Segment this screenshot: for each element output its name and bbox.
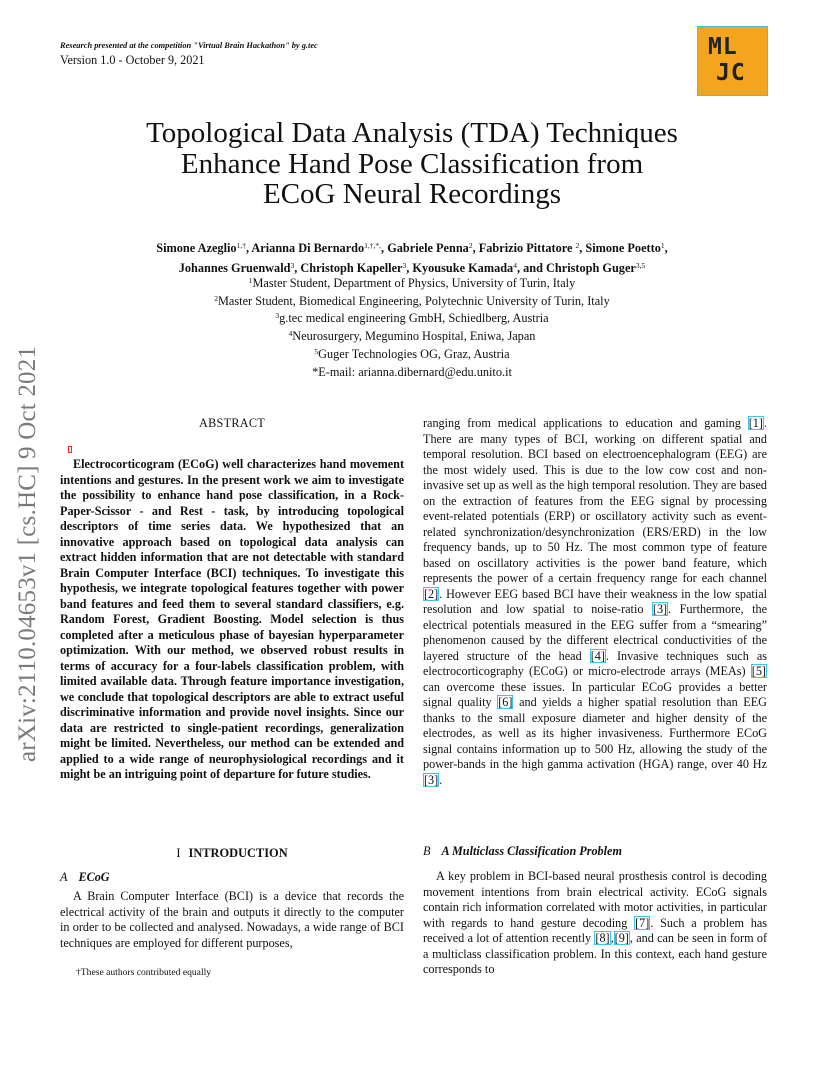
author-line-2: Johannes Gruenwald$^3$, Christoph Kapeller$^3$, Kyousuke Kamada$^4$, and Christoph Guger$^{3,5}$ [178,261,646,275]
author-sup: 1,† [236,241,246,250]
author-sup: 4 [513,261,517,270]
affiliation-item [60,328,764,346]
arxiv-stamp: arXiv:2110.04653v1 [cs.HC] 9 Oct 2021 [14,345,41,762]
citation-link[interactable]: [5] [751,664,766,678]
title-line-2: Enhance Hand Pose Classification from [180,147,644,180]
author-sup: 3,5 [635,261,646,270]
subsection-letter: A [60,870,68,884]
text-run: . However EEG based BCI have their weakness in the low spatial resolution and low spatial to noise-ratio [423,586,767,616]
introduction-heading [60,846,404,861]
citation-link[interactable]: [8] [595,931,610,945]
logo-text-bottom: JC [716,60,746,86]
citation-link[interactable]: [9] [614,931,629,945]
email-line: *E-mail: arianna.dibernard@edu.unito.it [312,364,512,379]
affiliation-text: Master Student, Biomedical Engineering, Polytechnic University of Turin, Italy [218,293,610,308]
subsection-b-heading [423,844,622,859]
abstract-text: Electrocorticogram (ECoG) well characterizes hand movement intentions and gestures. In the present work we aim to investigate the possibility to enhance hand pose classification, in a Rock-Paper-Scissor - and Rest - task, by introducing topological descriptors of time series data. We hypothesized that an innovative approach based on topological data analysis can extract hidden information that are not detectable with standard Brain Computer Interface (BCI) techniques. To investigate this hypothesis, we integrate topological features together with power band features and feed them to several standard classifiers, e.g. Random Forest, Gradient Boosting. Model selection is thus completed after a meticulous phase of bayesian hyperparameter optimization. With our method, we observed robust results in terms of accuracy for a four-labels classification problem, with limited available data. Through feature importance investigation, we conclude that topological descriptors are able to extract useful discriminative information and provide novel insights. Since our data are restricted to single-patient recordings, generalization might be limited. Nevertheless, our method can be extended and applied to a wide range of neurophysiological recordings and it might be an intriguing point of departure for future studies. [60,457,404,781]
affiliation-sup: 2 [214,293,218,303]
author-name: Christoph Guger [546,261,636,275]
text-run: . Such a problem has received a lot of attention recently [423,915,767,945]
affiliation-text: Guger Technologies OG, Graz, Austria [318,346,510,361]
author-list [60,238,764,278]
author-name: Johannes Gruenwald [178,261,291,275]
affiliation-text: g.tec medical engineering GmbH, Schiedlberg, Austria [279,311,549,326]
affiliation-sup: 4 [288,329,293,339]
competition-note: Research presented at the competition "Virtual Brain Hackathon" by g.tec [60,41,318,50]
affiliation-item [60,346,764,364]
author-name: Simone Poetto [585,241,661,255]
affiliation-item [60,310,764,328]
author-name: Christoph Kapeller [300,261,403,275]
citation-link[interactable]: [7] [635,915,650,930]
author-name: Simone Azeglio [156,241,237,255]
paper-title [60,118,764,210]
affiliation-text: Master Student, Department of Physics, University of Turin, Italy [252,276,576,290]
affiliation-list [60,275,764,381]
author-sup: 2 [468,241,473,250]
author-sup: 3 [290,261,295,270]
right-column-paragraph-2 [423,869,767,978]
author-sup: 2 [575,241,580,250]
subsection-title: ECoG [78,870,110,884]
citation-link[interactable]: [3] [424,772,439,787]
text-run: ranging from medical applications to education and gaming [423,416,748,430]
footnote: †These authors contributed equally [76,967,212,978]
citation-link[interactable]: [1] [748,416,763,430]
citation-link[interactable]: [4] [590,648,605,663]
author-name: Gabriele Penna [387,241,469,255]
text-run: , [610,931,614,945]
subsection-title: A Multiclass Classification Problem [441,844,622,858]
section-title: INTRODUCTION [188,846,288,860]
citation-link[interactable]: [6] [498,695,513,709]
text-run: , and can be seen in form of a multiclass classification problem. In this context, each hand gesture corresponds to [423,931,767,976]
subsection-letter: B [423,844,431,858]
affiliation-item [60,293,764,311]
text-run: . Furthermore, the electrical potentials measured in the EEG suffer from a “smearing” phenomenon caused by the different electrical conductivities of the layered structure of the head [423,602,767,663]
logo-text-top: ML [708,34,738,60]
affiliation-sup: 3 [275,311,280,321]
affiliation-text: Neurosurgery, Megumino Hospital, Eniwa, Japan [292,329,536,344]
author-line-1: Simone Azeglio$^{1,\dagger}$, Arianna Di Bernardo$^{1,\dagger,*,}$, Gabriele Penna$^2$, Fabrizio Pittatore $^2$, Simone Poetto$^1$, [156,241,668,255]
author-name: Fabrizio Pittatore [478,241,576,255]
author-sup: 1 [660,241,665,250]
author-sup: 1,†,*, [364,241,382,250]
text-run: . Invasive techniques such as electrocorticography (ECoG) or micro-electrode arrays (MEAs) [423,648,767,678]
right-column-paragraph-1 [423,416,767,788]
affiliation-sup: 5 [314,346,319,356]
affiliation-sup: 1 [248,276,253,285]
subsection-a-heading [60,870,110,885]
author-sup: 3 [402,261,407,270]
mljc-logo [697,26,768,96]
author-name: Kyousuke Kamada [412,261,514,275]
text-run: can overcome these issues. In particular ECoG provides a better signal quality [423,679,767,709]
title-line-3: ECoG Neural Recordings [263,178,561,210]
section-number: I [176,846,181,860]
affiliation-item [60,275,764,293]
text-run: A key problem in BCI-based neural prosthesis control is decoding movement intentions from brain electrical activity. ECoG signals contain rich information correlated with motor activities, in particular with regards to hand gesture decoding [423,869,767,930]
citation-link[interactable]: [2] [424,586,439,601]
text-run: . There are many types of BCI, working on different spatial and temporal resolution. BCI based on electroencephalogram (EEG) are the most widely used. This is due to the low cow cost and non-invasive set up as well as the high temporal resolution. They are based on the extraction of features from the EEG signal by processing event-related potentials (ERP) or oscillatory activity such as event-related synchronization/desynchronization (ERS/ERD) in the low frequency bands, up to 50 Hz. The most common type of feature based on oscillatory activities is the power band feature, which represents the power of a certain frequency range for each channel [423,416,767,585]
intro-paragraph: A Brain Computer Interface (BCI) is a device that records the electrical activity of the brain and outputs it directly to the computer in order to be collected and analysed. Nowadays, a wide range of BCI techniques are employed for different purposes, [60,889,404,950]
text-run: . [439,772,443,787]
title-line-1: Topological Data Analysis (TDA) Techniques [146,117,678,149]
annotation-marker[interactable] [68,446,72,453]
text-run: and yields a higher spatial resolution than EEG thanks to the small exposure diameter and higher density of the electrodes, as well as its higher invasiveness. Furthermore ECoG signal contains information up to 500 Hz, allowing the study of the power-bands in the high gamma activation (HGA) range, over 40 Hz [423,695,767,771]
version-line: Version 1.0 - October 9, 2021 [60,53,205,67]
author-name: Arianna Di Bernardo [251,241,365,255]
abstract-heading: ABSTRACT [198,416,266,430]
citation-link[interactable]: [3] [652,602,668,616]
